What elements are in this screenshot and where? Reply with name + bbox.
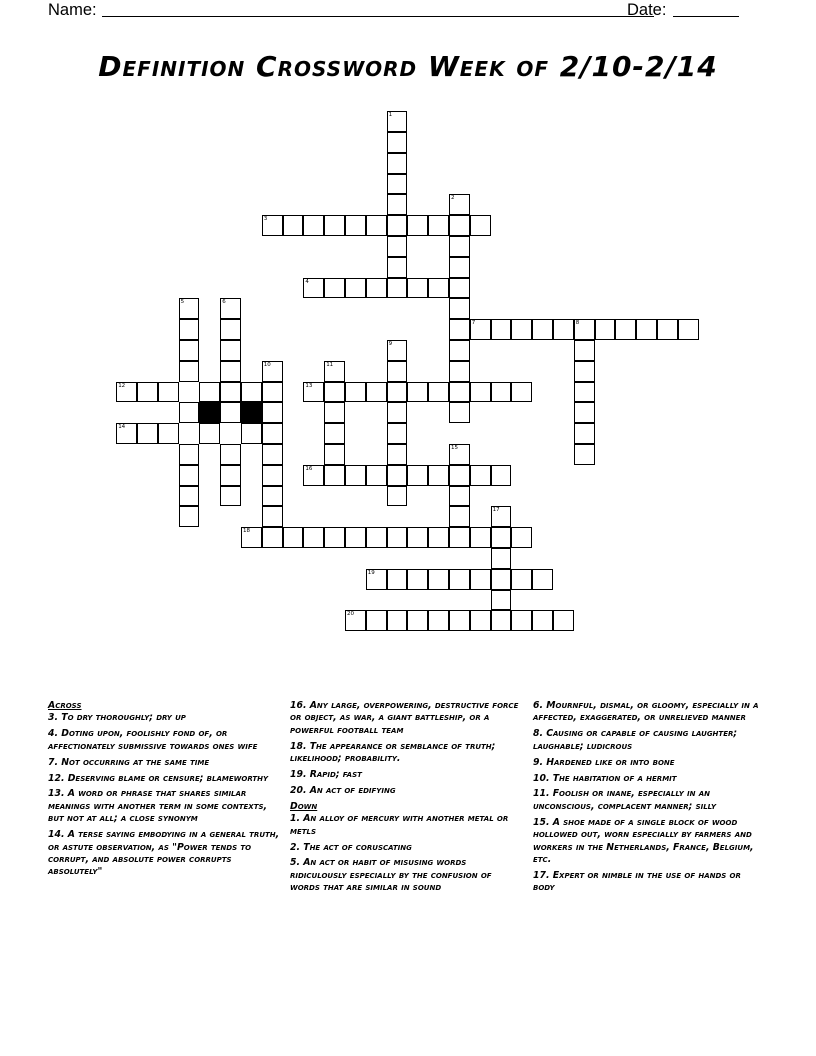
crossword-cell-12[interactable]: [116, 382, 137, 403]
across-clue-13: 13. A word or phrase that shares similar meanings with another term in some contexts, but not at all; a close synonym: [48, 788, 268, 825]
crossword-cell[interactable]: [470, 569, 491, 590]
clue-number: 11: [326, 361, 334, 368]
down-clue-11: 11. Foolish or inane, especially in an unconscious, complacent manner; silly: [533, 788, 717, 812]
crossword-cell[interactable]: [324, 278, 345, 299]
crossword-cell[interactable]: [449, 506, 470, 527]
down-clue-5: 5. An act or habit of misusing words ridiculously especially by the confusion of words that are similar in sound: [290, 857, 492, 894]
crossword-cell[interactable]: [324, 215, 345, 236]
crossword-cell[interactable]: [262, 486, 283, 507]
crossword-cell[interactable]: [179, 340, 200, 361]
crossword-cell[interactable]: [387, 174, 408, 195]
crossword-cell[interactable]: [449, 340, 470, 361]
crossword-cell[interactable]: [220, 444, 241, 465]
crossword-cell[interactable]: [491, 527, 512, 548]
down-clue-10: 10. The habitation of a hermit: [533, 772, 677, 784]
crossword-cell[interactable]: [615, 319, 636, 340]
crossword-cell[interactable]: [345, 465, 366, 486]
clue-number: 12: [118, 382, 126, 389]
crossword-cell[interactable]: [657, 319, 678, 340]
crossword-cell[interactable]: [387, 236, 408, 257]
crossword-cell[interactable]: [595, 319, 616, 340]
crossword-cell[interactable]: [449, 486, 470, 507]
crossword-cell[interactable]: [179, 444, 200, 465]
crossword-cell[interactable]: [387, 402, 408, 423]
crossword-cell-1[interactable]: [387, 111, 408, 132]
crossword-cell[interactable]: [428, 382, 449, 403]
crossword-cell[interactable]: [491, 382, 512, 403]
down-clue-2: 2. The act of coruscating: [290, 841, 412, 853]
down-clue-17: 17. Expert or nimble in the use of hands or body: [533, 869, 741, 894]
name-label: Name:: [48, 1, 97, 19]
crossword-cell[interactable]: [491, 610, 512, 631]
crossword-cell[interactable]: [387, 257, 408, 278]
crossword-cell[interactable]: [199, 423, 220, 444]
crossword-cell[interactable]: [449, 298, 470, 319]
crossword-cell[interactable]: [324, 402, 345, 423]
crossword-cell[interactable]: [553, 610, 574, 631]
crossword-cell[interactable]: [241, 382, 262, 403]
crossword-cell[interactable]: [511, 319, 532, 340]
crossword-cell[interactable]: [678, 319, 699, 340]
crossword-cell[interactable]: [532, 319, 553, 340]
crossword-cell[interactable]: [428, 610, 449, 631]
crossword-cell[interactable]: [283, 215, 304, 236]
clues-column-1: [48, 700, 280, 882]
crossword-cell[interactable]: [449, 257, 470, 278]
crossword-cell[interactable]: [220, 465, 241, 486]
across-clue-16: 16. Any large, overpowering, destructive force or object, as war, a giant battleship, or a powerful football team: [290, 700, 519, 736]
crossword-cell[interactable]: [262, 382, 283, 403]
page-title: Definition Crossword Week of 2/10-2/14: [98, 50, 718, 83]
crossword-cell[interactable]: [387, 382, 408, 403]
clue-number: 16: [305, 465, 313, 472]
crossword-cell[interactable]: [407, 278, 428, 299]
crossword-cell[interactable]: [387, 569, 408, 590]
crossword-cell[interactable]: [511, 610, 532, 631]
crossword-cell[interactable]: [262, 465, 283, 486]
down-clue-1: 1. An alloy of mercury with another metal or metls: [290, 813, 509, 837]
crossword-cell[interactable]: [470, 382, 491, 403]
crossword-cell[interactable]: [324, 382, 345, 403]
crossword-cell[interactable]: [407, 527, 428, 548]
crossword-cell[interactable]: [449, 361, 470, 382]
across-clue-4: 4. Doting upon, foolishly fond of, or affectionately submissive towards ones wife: [48, 728, 258, 752]
clue-number: 2: [451, 195, 455, 202]
crossword-cell[interactable]: [366, 278, 387, 299]
crossword-cell-3[interactable]: [262, 215, 283, 236]
crossword-cell[interactable]: [449, 610, 470, 631]
crossword-cell[interactable]: [158, 423, 179, 444]
crossword-cell[interactable]: [179, 361, 200, 382]
crossword-cell[interactable]: [220, 382, 241, 403]
crossword-cell[interactable]: [407, 610, 428, 631]
clue-number: 14: [118, 424, 126, 431]
clue-number: 17: [492, 507, 500, 514]
clue-number: 15: [451, 445, 458, 451]
crossword-cell[interactable]: [179, 506, 200, 527]
crossword-cell[interactable]: [324, 444, 345, 465]
clue-number: 10: [263, 361, 271, 368]
crossword-cell[interactable]: [387, 194, 408, 215]
clue-number: 13: [305, 382, 313, 389]
clue-number: 5: [180, 299, 185, 306]
crossword-cell[interactable]: [303, 527, 324, 548]
crossword-cell[interactable]: [345, 215, 366, 236]
down-heading: Down: [290, 800, 318, 812]
crossword-cell[interactable]: [220, 361, 241, 382]
crossword-cell[interactable]: [366, 382, 387, 403]
crossword-cell[interactable]: [491, 319, 512, 340]
crossword-cell[interactable]: [366, 465, 387, 486]
crossword-cell[interactable]: [387, 486, 408, 507]
crossword-cell-16[interactable]: [303, 465, 324, 486]
crossword-cell[interactable]: [387, 465, 408, 486]
crossword-cell[interactable]: [407, 465, 428, 486]
crossword-cell[interactable]: [220, 486, 241, 507]
crossword-cell-18[interactable]: [241, 527, 262, 548]
blocked-cell: [199, 402, 220, 423]
crossword-cell-14[interactable]: [116, 423, 137, 444]
down-clue-15: 15. A shoe made of a single block of wood hollowed out, worn especially by farmers and workers in the Netherlands, France, Belgium, etc.: [533, 816, 754, 865]
crossword-cell-20[interactable]: [345, 610, 366, 631]
crossword-cell[interactable]: [470, 527, 491, 548]
crossword-cell[interactable]: [324, 423, 345, 444]
crossword-cell[interactable]: [428, 215, 449, 236]
crossword-cell[interactable]: [491, 465, 512, 486]
crossword-cell[interactable]: [449, 278, 470, 299]
crossword-cell[interactable]: [407, 215, 428, 236]
crossword-cell[interactable]: [449, 402, 470, 423]
crossword-cell[interactable]: [553, 319, 574, 340]
crossword-cell[interactable]: [345, 382, 366, 403]
crossword-cell[interactable]: [179, 486, 200, 507]
crossword-cell[interactable]: [137, 382, 158, 403]
clue-number: 7: [471, 320, 476, 327]
crossword-cell[interactable]: [491, 548, 512, 569]
crossword-cell[interactable]: [179, 402, 200, 423]
crossword-cell[interactable]: [387, 444, 408, 465]
crossword-cell[interactable]: [428, 569, 449, 590]
crossword-cell[interactable]: [574, 340, 595, 361]
crossword-cell[interactable]: [220, 340, 241, 361]
crossword-cell[interactable]: [179, 465, 200, 486]
crossword-cell[interactable]: [574, 423, 595, 444]
crossword-cell[interactable]: [449, 236, 470, 257]
across-clue-18: 18. The appearance or semblance of truth; likelihood; probability.: [290, 740, 496, 765]
crossword-cell[interactable]: [199, 382, 220, 403]
crossword-cell[interactable]: [449, 319, 470, 340]
crossword-cell[interactable]: [532, 569, 553, 590]
across-clue-19: 19. Rapid; fast: [290, 769, 362, 781]
crossword-cell[interactable]: [407, 569, 428, 590]
crossword-cell[interactable]: [241, 423, 262, 444]
crossword-cell[interactable]: [449, 215, 470, 236]
crossword-cell-4[interactable]: [303, 278, 324, 299]
crossword-cell[interactable]: [574, 382, 595, 403]
clue-number: 4: [305, 278, 309, 285]
crossword-cell[interactable]: [532, 610, 553, 631]
crossword-cell[interactable]: [449, 382, 470, 403]
crossword-cell[interactable]: [387, 215, 408, 236]
crossword-cell[interactable]: [428, 527, 449, 548]
across-clue-12: 12. Deserving blame or censure; blameworthy: [48, 772, 269, 784]
crossword-cell[interactable]: [158, 382, 179, 403]
across-clue-14: 14. A terse saying embodying in a general truth, or astute observation, as "Power tends to corrupt, and absolute power corrupts absolutely": [48, 829, 280, 878]
crossword-cell[interactable]: [366, 527, 387, 548]
crossword-cell[interactable]: [345, 278, 366, 299]
crossword-cell[interactable]: [387, 423, 408, 444]
crossword-cell[interactable]: [511, 527, 532, 548]
clue-number: 18: [243, 528, 250, 535]
clue-number: 8: [575, 320, 580, 327]
crossword-cell[interactable]: [137, 423, 158, 444]
clues-column-3: [533, 700, 763, 898]
across-clue-20: 20. An act of edifying: [290, 784, 396, 796]
crossword-cell[interactable]: [449, 465, 470, 486]
crossword-cell[interactable]: [387, 610, 408, 631]
crossword-cell[interactable]: [387, 153, 408, 174]
crossword-cell[interactable]: [387, 361, 408, 382]
crossword-cell[interactable]: [511, 382, 532, 403]
across-clue-3: 3. To dry thoroughly; dry up: [48, 712, 186, 724]
clue-number: 20: [347, 611, 354, 618]
crossword-cell[interactable]: [220, 319, 241, 340]
crossword-cell[interactable]: [366, 610, 387, 631]
crossword-cell[interactable]: [636, 319, 657, 340]
across-clue-7: 7. Not occurring at the same time: [48, 756, 210, 768]
crossword-cell[interactable]: [262, 444, 283, 465]
crossword-cell[interactable]: [179, 319, 200, 340]
clue-number: 6: [222, 299, 226, 306]
clues-section: [48, 700, 768, 960]
crossword-cell[interactable]: [574, 444, 595, 465]
crossword-cell-13[interactable]: [303, 382, 324, 403]
crossword-cell-7[interactable]: [470, 319, 491, 340]
crossword-cell[interactable]: [491, 590, 512, 611]
crossword-cell-11[interactable]: [324, 361, 345, 382]
crossword-cell[interactable]: [262, 527, 283, 548]
crossword-cell-9[interactable]: [387, 340, 408, 361]
crossword-cell-2[interactable]: [449, 194, 470, 215]
crossword-cell[interactable]: [449, 527, 470, 548]
clue-number: 9: [388, 341, 393, 347]
crossword-cell[interactable]: [387, 527, 408, 548]
crossword-cell[interactable]: [283, 527, 304, 548]
crossword-cell[interactable]: [220, 402, 241, 423]
crossword-cell-15[interactable]: [449, 444, 470, 465]
clue-number: 19: [367, 569, 375, 576]
clues-column-2: [290, 700, 524, 898]
clue-number: 1: [388, 112, 393, 119]
crossword-cell[interactable]: [407, 382, 428, 403]
crossword-cell-17[interactable]: [491, 506, 512, 527]
crossword-cell[interactable]: [428, 278, 449, 299]
crossword-cell-19[interactable]: [366, 569, 387, 590]
crossword-cell[interactable]: [262, 506, 283, 527]
crossword-cell[interactable]: [470, 610, 491, 631]
crossword-cell[interactable]: [470, 215, 491, 236]
across-heading: Across: [48, 700, 82, 711]
crossword-cell-8[interactable]: [574, 319, 595, 340]
blocked-cell: [241, 402, 262, 423]
crossword-cell[interactable]: [303, 215, 324, 236]
crossword-cell[interactable]: [387, 132, 408, 153]
crossword-cell[interactable]: [470, 465, 491, 486]
clue-number: 3: [263, 216, 268, 223]
crossword-cell[interactable]: [511, 569, 532, 590]
date-label: Date:: [627, 1, 667, 19]
crossword-cell[interactable]: [345, 527, 366, 548]
crossword-cell[interactable]: [574, 402, 595, 423]
down-clue-8: 8. Causing or capable of causing laughter; laughable; ludicrous: [533, 728, 738, 752]
crossword-cell-10[interactable]: [262, 361, 283, 382]
crossword-cell[interactable]: [491, 569, 512, 590]
crossword-cell-6[interactable]: [220, 298, 241, 319]
crossword-cell[interactable]: [387, 278, 408, 299]
crossword-cell[interactable]: [262, 423, 283, 444]
crossword-cell-5[interactable]: [179, 298, 200, 319]
crossword-cell[interactable]: [324, 465, 345, 486]
crossword-cell[interactable]: [262, 402, 283, 423]
crossword-cell[interactable]: [324, 527, 345, 548]
down-clue-6: 6. Mournful, dismal, or gloomy, especially in a affected, exaggerated, or unrelieved manner: [533, 700, 759, 724]
crossword-cell[interactable]: [428, 465, 449, 486]
crossword-cell[interactable]: [449, 569, 470, 590]
down-clue-9: 9. Hardened like or into bone: [533, 756, 675, 768]
crossword-cell[interactable]: [366, 215, 387, 236]
crossword-cell[interactable]: [574, 361, 595, 382]
